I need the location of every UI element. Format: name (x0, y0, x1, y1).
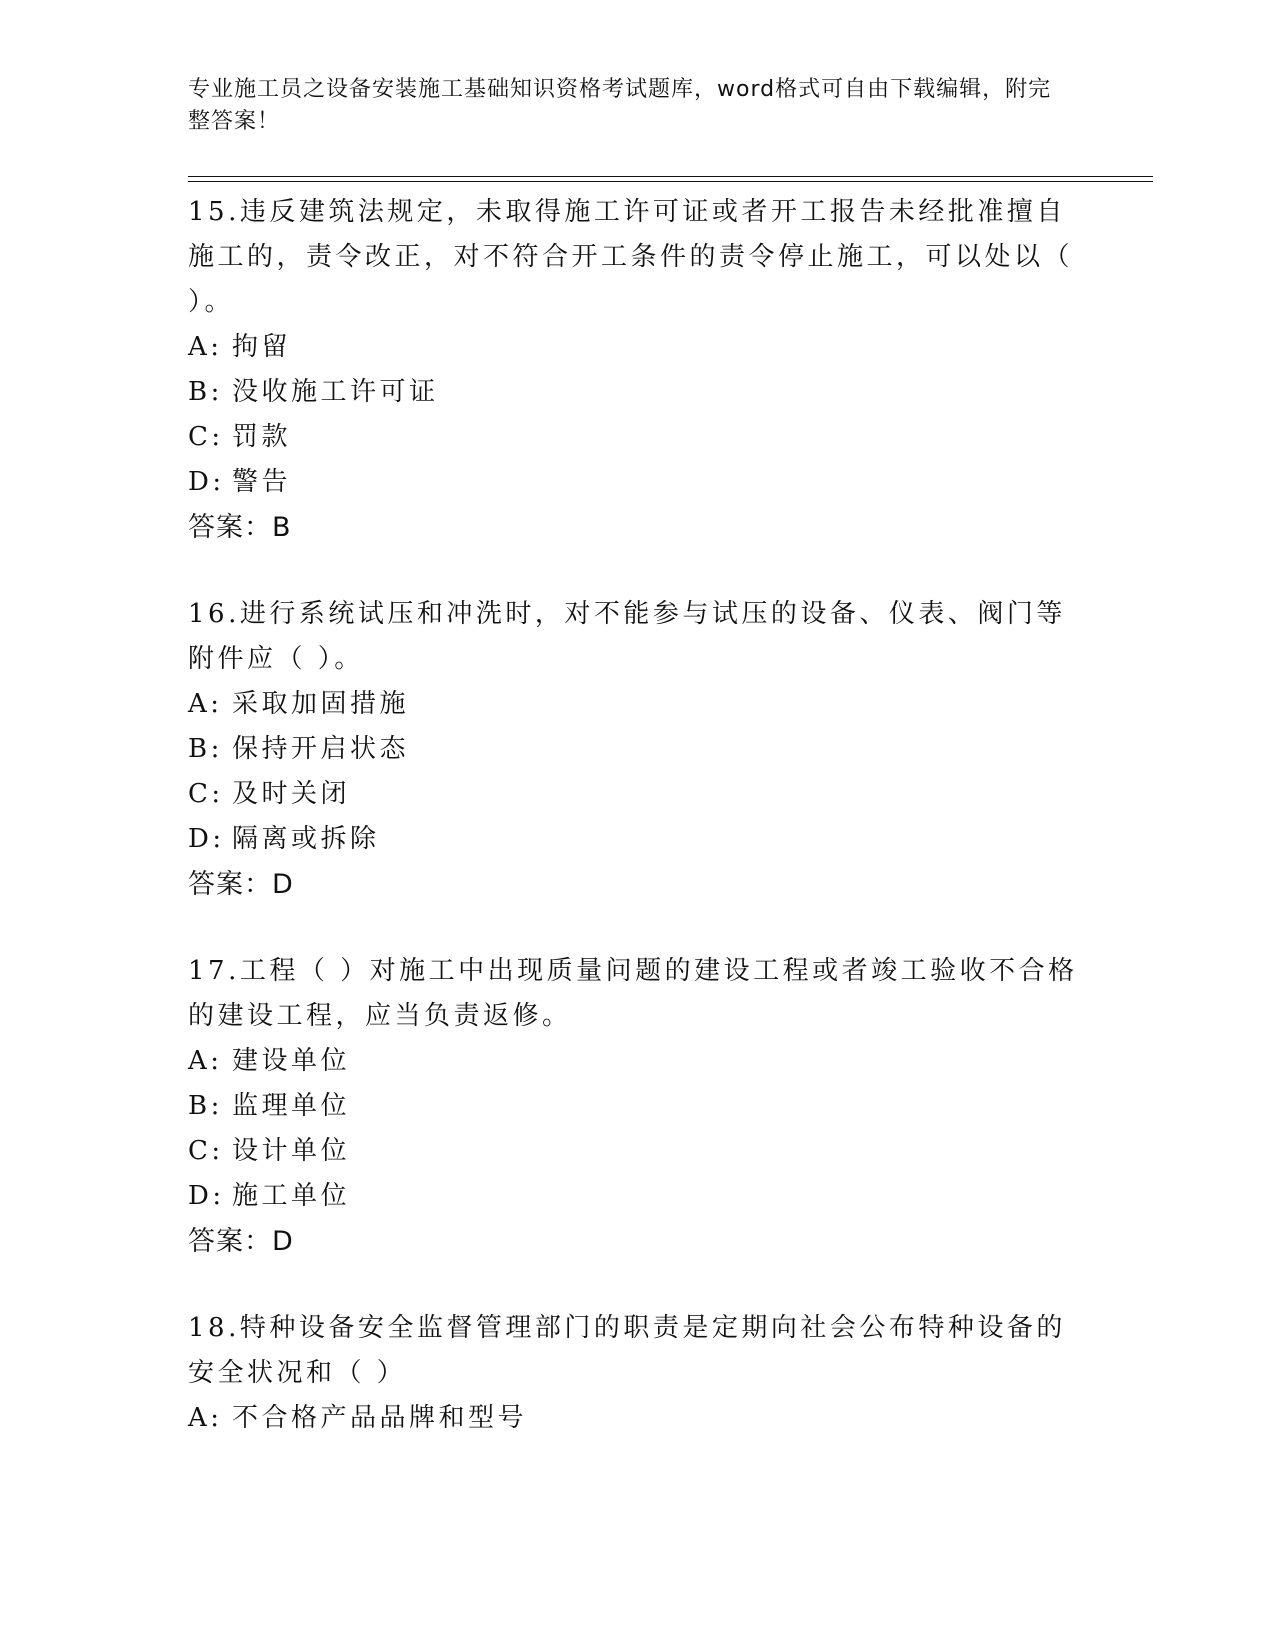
question-stem: 18.特种设备安全监督管理部门的职责是定期向社会公布特种设备的安全状况和（ ） (188, 1313, 1066, 1388)
answer: 答案：D (188, 1226, 294, 1257)
answer: 答案：B (188, 512, 292, 543)
header-divider-top (188, 176, 1153, 177)
option-label: C: (188, 779, 224, 809)
question-stem: 17.工程（ ）对施工中出现质量问题的建设工程或者竣工验收不合格的建设工程，应当负责返修。 (188, 956, 1078, 1031)
option-label: B: (188, 1091, 223, 1121)
option-b (188, 370, 1088, 415)
option-text: 保持开启状态 (232, 734, 410, 764)
option-c (188, 1129, 1088, 1174)
option-text: 警告 (232, 467, 292, 497)
option-text: 及时关闭 (232, 779, 351, 809)
question-stem: 15.违反建筑法规定，未取得施工许可证或者开工报告未经批准擅自施工的，责令改正，对不符合开工条件的责令停止施工，可以处以（ ）。 (188, 197, 1074, 317)
option-b (188, 727, 1088, 772)
option-label: D: (188, 1181, 225, 1211)
option-text: 隔离或拆除 (232, 824, 380, 854)
option-label: A: (188, 689, 223, 719)
option-d (188, 460, 1088, 505)
option-c (188, 415, 1088, 460)
question-stem: 16.进行系统试压和冲洗时，对不能参与试压的设备、仪表、阀门等附件应（ ）。 (188, 599, 1066, 674)
option-a (188, 325, 1088, 370)
question-15 (188, 190, 1088, 550)
option-d (188, 817, 1088, 862)
option-label: D: (188, 467, 225, 497)
option-label: A: (188, 1403, 223, 1433)
option-label: A: (188, 332, 223, 362)
option-text: 拘留 (232, 332, 292, 362)
option-label: B: (188, 377, 223, 407)
option-label: A: (188, 1046, 223, 1076)
question-17 (188, 949, 1088, 1264)
option-label: B: (188, 734, 223, 764)
option-text: 施工单位 (232, 1181, 351, 1211)
question-18 (188, 1306, 1088, 1441)
option-text: 没收施工许可证 (232, 377, 439, 407)
option-a (188, 682, 1088, 727)
option-b (188, 1084, 1088, 1129)
option-a (188, 1039, 1088, 1084)
option-text: 不合格产品品牌和型号 (232, 1403, 528, 1433)
option-d (188, 1174, 1088, 1219)
option-label: D: (188, 824, 225, 854)
option-label: C: (188, 422, 224, 452)
option-text: 罚款 (232, 422, 292, 452)
option-a (188, 1396, 1088, 1441)
option-c (188, 772, 1088, 817)
option-text: 建设单位 (232, 1046, 351, 1076)
question-list (188, 190, 1088, 1441)
question-16 (188, 592, 1088, 907)
answer: 答案：D (188, 869, 294, 900)
option-text: 采取加固措施 (232, 689, 410, 719)
header-divider-bottom (188, 181, 1153, 182)
option-text: 监理单位 (232, 1091, 351, 1121)
document-header: 专业施工员之设备安装施工基础知识资格考试题库，word格式可自由下载编辑，附完整答案！ (188, 77, 1052, 134)
option-text: 设计单位 (232, 1136, 351, 1166)
option-label: C: (188, 1136, 224, 1166)
